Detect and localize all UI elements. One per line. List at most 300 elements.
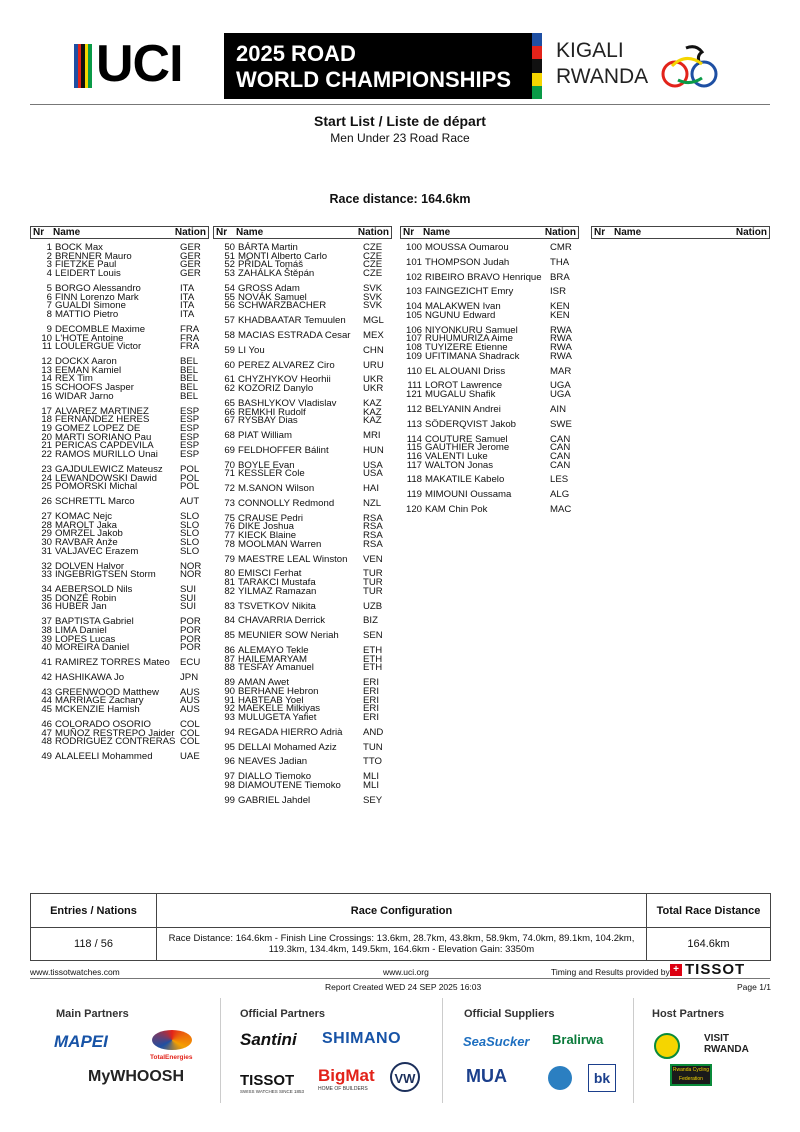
rider-number: 46 [41, 718, 52, 730]
rider-row [400, 273, 579, 282]
rider-number: 100 [405, 242, 422, 253]
rider-row [30, 450, 209, 459]
rider-nation: POR [180, 624, 201, 636]
config-value: Race Distance: 164.6km - Finish Line Crossings: 13.6km, 28.7km, 43.8km, 58.9km, 74.0km, 89.1km, 104.2km, 119.3km, 134.4km, 149.5km, 164.6km - Elevation Gain: 3350m [157, 928, 647, 961]
rider-nation: BRA [550, 271, 570, 283]
city-name: KIGALI [556, 39, 624, 62]
rider-row [30, 752, 209, 761]
rider-number: 59 [224, 344, 235, 356]
rider-nation: RSA [363, 521, 383, 533]
rider-number: 38 [41, 624, 52, 636]
column-header [591, 226, 770, 239]
rider-name: NIYONKURU Samuel [425, 324, 518, 336]
rider-name: MUGALU Shafik [425, 389, 496, 401]
rider-name: ZAHÁLKA Štěpán [238, 268, 315, 280]
rider-nation: CAN [550, 459, 571, 471]
rider-name: PŘIDAL Tomáš [238, 259, 304, 271]
rider-nation: MLI [363, 771, 379, 783]
rider-number: 22 [41, 449, 52, 461]
rider-name: MCKENZIE Hamish [55, 704, 140, 716]
rider-number: 23 [41, 463, 52, 475]
uci-rainbow-bars [74, 44, 92, 88]
bralirwa-logo: Bralirwa [552, 1032, 604, 1047]
totalenergies-icon [152, 1030, 192, 1050]
config-header: Race Configuration [157, 894, 647, 928]
rider-name: POMORSKI Michal [55, 481, 138, 493]
main-partners-title: Main Partners [56, 1008, 129, 1020]
rider-name: HABTEAB Yoel [238, 694, 304, 706]
rider-nation: UKR [363, 383, 384, 394]
rider-number: 48 [41, 736, 52, 748]
rider-name: WALTON Jonas [425, 459, 494, 471]
rider-row [30, 269, 209, 278]
rider-number: 89 [224, 677, 235, 689]
rider-name: VALENTI Luke [425, 450, 488, 462]
rider-number: 39 [41, 633, 52, 645]
rider-row [30, 310, 209, 319]
rider-number: 70 [224, 459, 235, 471]
rider-name: MAROLT Jaka [55, 519, 118, 531]
rider-nation: CAN [550, 442, 571, 454]
rider-row [400, 258, 579, 267]
rider-nation: CAN [550, 433, 571, 445]
partner-divider [633, 998, 634, 1103]
rider-nation: BEL [180, 364, 199, 376]
rider-nation: BEL [180, 390, 199, 402]
rider-name: AEBERSOLD Nils [55, 584, 133, 595]
rider-row [213, 446, 392, 455]
rider-nation: MAR [550, 365, 572, 377]
rider-name: DIKE Joshua [238, 521, 294, 533]
rider-row [30, 342, 209, 351]
rider-row [213, 728, 392, 737]
rider-number: 9 [46, 323, 52, 335]
rider-number: 119 [406, 489, 422, 501]
rider-name: MUÑOZ RESTREPO Jaider [55, 727, 175, 739]
rider-nation: POR [180, 642, 201, 654]
rider-name: TUYIZERE Etienne [425, 342, 508, 354]
rider-name: LEIDERT Louis [55, 268, 121, 280]
mapei-logo: MAPEI [54, 1032, 108, 1051]
rider-row [30, 497, 209, 506]
nr-header: Nr [403, 227, 415, 238]
rider-nation: AND [363, 726, 384, 738]
rider-name: FAINGEZICHT Emry [425, 286, 514, 298]
rider-number: 81 [224, 577, 235, 589]
tissot-footer-logo [670, 961, 745, 978]
rider-nation: ALG [550, 489, 570, 501]
rider-row [213, 743, 392, 752]
rider-nation: URU [363, 359, 384, 371]
rider-name: CHYZHYKOV Heorhii [238, 374, 331, 386]
rider-nation: THA [550, 256, 570, 268]
rider-number: 7 [46, 300, 52, 312]
rider-row [30, 705, 209, 714]
rider-name: TESFAY Amanuel [238, 662, 314, 674]
rider-nation: KEN [550, 309, 570, 321]
rider-number: 31 [41, 545, 52, 557]
rider-nation: ERI [363, 703, 379, 715]
rider-nation: NOR [180, 569, 202, 581]
rider-name: COLORADO OSORIO [55, 718, 151, 730]
rider-name: COUTURE Samuel [425, 433, 508, 445]
rider-number: 10 [41, 332, 52, 344]
rider-name: ALEMAYO Tekle [238, 645, 309, 656]
rider-number: 57 [224, 315, 235, 327]
rider-row [400, 367, 579, 376]
rider-name: GAUTHIER Jerome [425, 442, 510, 454]
rider-nation: CAN [550, 450, 571, 462]
rider-name: RUHUMURIZA Aime [425, 333, 513, 345]
rider-number: 68 [224, 430, 235, 441]
rider-nation: RSA [363, 530, 383, 542]
rider-number: 71 [224, 468, 235, 480]
rider-row [213, 499, 392, 508]
rider-nation: UZB [363, 600, 383, 612]
cyclist-logo-icon [658, 40, 720, 90]
rider-nation: HAI [363, 483, 379, 495]
rider-name: VALJAVEC Erazem [55, 545, 139, 557]
rider-number: 32 [41, 560, 52, 572]
rider-row [30, 570, 209, 579]
rider-number: 85 [224, 630, 235, 642]
rider-nation: FRA [180, 341, 200, 353]
rider-nation: AUS [180, 704, 200, 716]
rider-nation: BEL [180, 373, 199, 385]
rider-row [400, 420, 579, 429]
rider-nation: ESP [180, 414, 200, 426]
rider-name: MAEKELE Milkiyas [238, 703, 321, 715]
rider-row [213, 555, 392, 564]
rider-nation: CZE [363, 259, 383, 271]
rider-number: 11 [42, 341, 52, 353]
rider-nation: GER [180, 242, 201, 253]
rider-name: MIMOUNI Oussama [425, 489, 512, 501]
rider-number: 29 [41, 528, 52, 540]
rider-number: 2 [46, 250, 52, 262]
rider-nation: BEL [180, 382, 199, 394]
rider-name: NEAVES Jadian [238, 756, 308, 768]
rider-name: REX Tim [55, 373, 93, 385]
rider-nation: ERI [363, 677, 379, 689]
rider-name: BAPTISTA Gabriel [55, 616, 134, 628]
rider-number: 90 [224, 685, 235, 697]
rider-nation: NZL [363, 497, 382, 509]
rider-nation: POR [180, 616, 201, 628]
rider-row [213, 540, 392, 549]
rider-nation: HUN [363, 444, 384, 456]
rider-name: MULUGETA Yafiet [238, 712, 317, 723]
rider-name: MARTI SORIANO Pau [55, 431, 152, 443]
nation-header: Nation [735, 227, 767, 238]
rider-number: 69 [224, 444, 235, 456]
rider-name: KESSLER Cole [238, 468, 305, 480]
rider-row [30, 602, 209, 611]
rider-nation: ISR [550, 286, 566, 298]
rider-row [213, 663, 392, 672]
rider-number: 65 [224, 397, 235, 409]
name-header: Name [236, 227, 264, 238]
rider-name: BÁRTA Martin [238, 242, 298, 253]
rider-name: REMKHI Rudolf [238, 406, 306, 418]
page-number: Page 1/1 [737, 982, 772, 992]
rider-nation: SWE [550, 418, 572, 430]
event-line-1: 2025 ROAD [236, 41, 356, 66]
rider-name: KHADBAATAR Temuulen [238, 315, 346, 327]
rider-nation: SEY [363, 794, 383, 806]
rider-row [400, 490, 579, 499]
rider-row [213, 781, 392, 790]
rider-row [213, 269, 392, 278]
rider-name: TSVETKOV Nikita [238, 600, 316, 612]
rainbow-stripe [532, 33, 542, 99]
rider-row [213, 469, 392, 478]
rider-nation: ITA [180, 300, 195, 312]
rider-nation: CZE [363, 268, 383, 280]
rider-row [213, 587, 392, 596]
rider-nation: SVK [363, 300, 383, 312]
rider-nation: BIZ [363, 615, 378, 627]
rider-nation: GER [180, 250, 201, 262]
rider-nation: MGL [363, 315, 384, 327]
rider-number: 86 [224, 645, 235, 656]
rider-name: L'HOTE Antoine [55, 332, 124, 344]
footer-rule [30, 978, 770, 979]
rider-number: 104 [405, 301, 422, 313]
rider-nation: BEL [180, 356, 199, 367]
rider-number: 77 [224, 530, 235, 542]
rider-nation: COL [180, 718, 200, 730]
rider-nation: ESP [180, 431, 200, 443]
rider-name: PIAT William [238, 430, 293, 441]
rider-row [30, 482, 209, 491]
rider-name: BERHANE Hebron [238, 685, 319, 697]
rider-row [213, 602, 392, 611]
rider-nation: TUR [363, 585, 383, 597]
rider-nation: LES [550, 474, 569, 486]
rider-name: FIETZKE Paul [55, 259, 117, 271]
rider-number: 113 [406, 418, 422, 430]
rider-number: 79 [224, 553, 235, 565]
rider-nation: ERI [363, 694, 379, 706]
rider-nation: RWA [550, 324, 572, 336]
rider-name: MALAKWEN Ivan [425, 301, 501, 313]
start-list-column-4 [591, 226, 770, 239]
tissot-url[interactable]: www.tissotwatches.com [30, 967, 120, 977]
rider-number: 40 [41, 642, 52, 654]
entries-header: Entries / Nations [31, 894, 157, 928]
rider-name: OMRZEL Jakob [55, 528, 123, 540]
partner-divider [220, 998, 221, 1103]
rider-name: NOVÁK Samuel [238, 291, 307, 303]
rider-number: 42 [41, 671, 52, 683]
rider-name: KIECK Blaine [238, 530, 297, 542]
rider-name: GABRIEL Jahdel [238, 794, 311, 806]
rider-name: LOPES Lucas [55, 633, 116, 645]
water-drop-icon [548, 1066, 572, 1090]
rider-row [400, 390, 579, 399]
rider-nation: POL [180, 472, 200, 484]
rider-number: 98 [224, 779, 235, 791]
page-title: Start List / Liste de départ [314, 113, 486, 129]
rider-name: MATTIO Pietro [55, 309, 119, 320]
rider-number: 76 [224, 521, 235, 533]
nation-header: Nation [544, 227, 576, 238]
rider-number: 96 [224, 756, 235, 768]
country-name: RWANDA [556, 65, 649, 88]
rider-number: 5 [46, 282, 52, 294]
rider-name: RAMOS MURILLO Unai [55, 449, 158, 461]
rider-number: 121 [405, 389, 422, 401]
rider-name: UFITIMANA Shadrack [425, 350, 520, 362]
bigmat-logo: BigMat [318, 1066, 375, 1085]
nation-header: Nation [357, 227, 389, 238]
rider-nation: COL [180, 736, 200, 748]
rider-nation: SUI [180, 601, 196, 613]
rider-number: 87 [224, 653, 235, 665]
rider-name: INGEBRIGTSEN Storm [55, 569, 156, 581]
host-partners-title: Host Partners [652, 1008, 725, 1020]
rider-nation: RWA [550, 350, 572, 362]
rider-number: 15 [41, 382, 52, 394]
rider-nation: ESP [180, 440, 200, 452]
uci-logo: UCI [96, 35, 183, 93]
rider-number: 108 [405, 342, 422, 354]
rider-name: GAJDULEWICZ Mateusz [55, 463, 163, 475]
rider-number: 14 [41, 373, 52, 385]
rider-number: 6 [46, 291, 52, 303]
mywhoosh-logo: MyWHOOSH [88, 1068, 184, 1085]
rider-number: 88 [224, 662, 235, 674]
rider-row [30, 658, 209, 667]
rider-row [213, 616, 392, 625]
rider-name: CONNOLLY Redmond [238, 497, 335, 509]
uci-url[interactable]: www.uci.org [383, 967, 429, 977]
rider-nation: KEN [550, 301, 570, 313]
rider-row [213, 346, 392, 355]
rider-row [213, 796, 392, 805]
totalenergies-logo: TotalEnergies [150, 1054, 193, 1061]
rider-name: AMAN Awet [238, 677, 290, 689]
rider-name: BOCK Max [55, 242, 103, 253]
rider-number: 94 [224, 726, 235, 738]
rider-nation: POL [180, 481, 200, 493]
rider-name: NGUNU Edward [425, 309, 496, 321]
column-header [30, 226, 209, 239]
rider-name: GOMEZ LOPEZ DE [55, 423, 141, 434]
rider-nation: VEN [363, 553, 383, 565]
rider-nation: FRA [180, 332, 200, 344]
rider-number: 4 [46, 268, 52, 280]
event-line-2: WORLD CHAMPIONSHIPS [236, 67, 511, 92]
rider-nation: ITA [180, 282, 195, 294]
rider-nation: RWA [550, 342, 572, 354]
rider-name: PEREZ ALVAREZ Ciro [238, 359, 335, 371]
rider-name: WIDAR Jarno [55, 390, 114, 402]
rider-row [400, 287, 579, 296]
rider-number: 93 [224, 712, 235, 723]
rider-name: MOOLMAN Warren [238, 538, 322, 550]
rider-number: 117 [406, 459, 422, 471]
total-distance-value: 164.6km [647, 928, 771, 961]
rider-number: 24 [41, 472, 52, 484]
rider-number: 49 [41, 751, 52, 763]
rider-nation: SLO [180, 519, 200, 531]
rider-number: 33 [41, 569, 52, 581]
rider-name: RAMIREZ TORRES Mateo [55, 657, 170, 669]
rider-nation: MEX [363, 329, 384, 341]
rider-nation: GER [180, 268, 201, 280]
rider-row [213, 384, 392, 393]
rider-name: LOULERGUE Victor [55, 341, 142, 353]
rider-nation: UGA [550, 389, 571, 401]
rider-name: EEMAN Kamiel [55, 364, 122, 376]
header-rule [30, 104, 770, 105]
nr-header: Nr [216, 227, 228, 238]
volkswagen-logo: VW [390, 1062, 420, 1092]
rider-name: CHAVARRIA Derrick [238, 615, 326, 627]
rider-name: RODRIGUEZ CONTRERAS [55, 736, 176, 748]
rwanda-seal-icon [654, 1033, 680, 1059]
rider-name: SCHRETTL Marco [55, 496, 135, 508]
rider-name: HASHIKAWA Jo [55, 671, 125, 683]
rider-nation: SUI [180, 584, 196, 595]
rider-row [213, 713, 392, 722]
shimano-logo: SHIMANO [322, 1030, 402, 1047]
rider-number: 55 [224, 291, 235, 303]
start-list-column-1 [30, 226, 209, 763]
rider-name: TARAKCI Mustafa [238, 577, 316, 589]
rider-name: LEWANDOWSKI Dawid [55, 472, 157, 484]
rider-nation: AIN [550, 403, 566, 415]
rider-number: 51 [224, 250, 235, 262]
rider-number: 101 [405, 256, 422, 268]
rider-nation: GER [180, 259, 201, 271]
rider-number: 37 [41, 616, 52, 628]
rider-name: MARRIAGE Zachary [55, 695, 144, 707]
rider-number: 114 [406, 433, 422, 445]
official-suppliers-title: Official Suppliers [464, 1008, 555, 1020]
rider-name: LOROT Lawrence [425, 380, 503, 392]
rider-nation: TUR [363, 577, 383, 589]
rider-number: 72 [224, 483, 235, 495]
rider-number: 18 [41, 414, 52, 426]
swiss-cross-icon: + [670, 964, 682, 976]
rider-number: 3 [46, 259, 52, 271]
rider-row [213, 331, 392, 340]
column-header [213, 226, 392, 239]
rider-row [400, 243, 579, 252]
rider-number: 107 [405, 333, 422, 345]
rider-number: 78 [224, 538, 235, 550]
rider-nation: SLO [180, 537, 200, 548]
rider-nation: AUS [180, 695, 200, 707]
rider-nation: AUT [180, 496, 200, 508]
rider-number: 34 [41, 584, 52, 595]
rider-nation: USA [363, 459, 383, 471]
rider-nation: POL [180, 463, 200, 475]
rider-nation: ESP [180, 449, 200, 461]
seasucker-logo: SeaSucker [463, 1034, 530, 1049]
rider-nation: CMR [550, 242, 572, 253]
rider-nation: ITA [180, 291, 195, 303]
rider-nation: TUN [363, 741, 383, 753]
rider-row [213, 301, 392, 310]
page-subtitle: Men Under 23 Road Race [330, 131, 470, 145]
rider-nation: CZE [363, 242, 383, 253]
rider-number: 109 [405, 350, 422, 362]
rider-number: 28 [41, 519, 52, 531]
